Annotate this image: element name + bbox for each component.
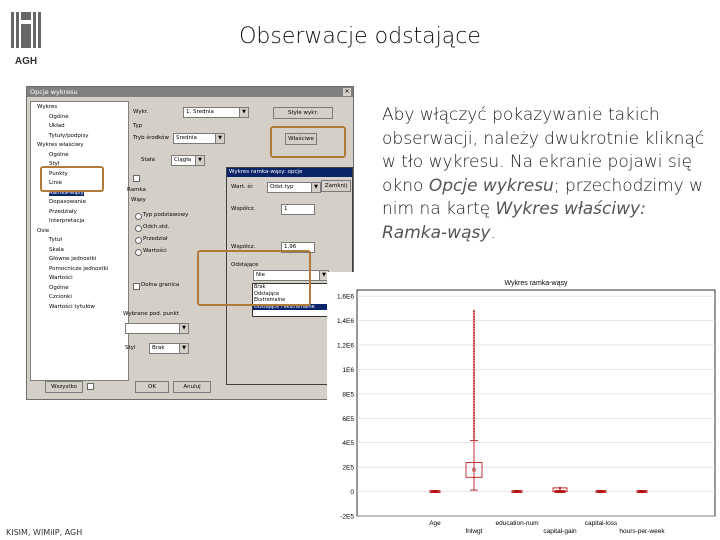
tree-item[interactable]: Interpretacja xyxy=(49,218,85,224)
tree-item[interactable]: Pomocnicze jednostki xyxy=(49,265,109,272)
plot-frame xyxy=(357,290,715,516)
tree-item[interactable]: Wykres xyxy=(37,104,58,110)
y-tick-label: 8E5 xyxy=(342,391,354,399)
options-tree xyxy=(30,101,129,381)
cancel-button[interactable]: Anuluj xyxy=(173,381,211,393)
close-icon[interactable]: ✕ xyxy=(344,88,350,95)
box-whisker-chart xyxy=(327,272,720,540)
y-tick-label: -2E5 xyxy=(340,513,354,521)
footer-text: KISIM, WIMiIP, AGH xyxy=(6,528,83,537)
subdialog-title: Wykres ramka-wąsy: opcje xyxy=(227,168,352,177)
x-tick-label: capital-loss xyxy=(584,520,618,527)
wasy-label: Wąsy xyxy=(131,197,146,203)
chart-title: Wykres ramka-wąsy xyxy=(504,280,568,287)
wspolczynnik2-input[interactable]: 1,96 xyxy=(281,242,315,253)
list-option[interactable]: Odstające i ekstremalne xyxy=(253,304,327,311)
description-text: Aby włączyć pokazywanie takich obserwacji, należy dwukrotnie kliknąć w tło wykresu. Na ekranie pojawi się okno Opcje wykresu; przechodzimy w nim na kartę Wykres właściwy: Ramka-wąsy. xyxy=(382,105,705,243)
checkbox-1[interactable] xyxy=(133,175,140,182)
tree-item[interactable]: Ogólne xyxy=(49,151,69,158)
highlight-button xyxy=(270,126,346,158)
tree-item[interactable]: Dopasowanie xyxy=(49,199,86,205)
x-tick-label: capital-gain xyxy=(543,528,577,535)
styl-label: Styl xyxy=(125,345,136,351)
slide-title: Obserwacje odstające xyxy=(239,24,481,49)
wartosci-label: Wart. śr. xyxy=(231,184,254,190)
list-option[interactable]: Brak xyxy=(254,284,266,290)
x-tick-label: hours-per-week xyxy=(619,528,665,535)
y-tick-label: 1E6 xyxy=(342,366,354,374)
radio-wartosci[interactable] xyxy=(135,249,142,256)
tree-item[interactable]: Wartości tytułów xyxy=(49,303,95,310)
list-option[interactable]: Ekstremalne xyxy=(254,297,286,303)
highlight-tree-item xyxy=(40,166,104,192)
tree-item[interactable]: Osie xyxy=(37,227,50,234)
radio-przedzial[interactable] xyxy=(135,237,142,244)
y-tick-label: 2E5 xyxy=(342,464,354,472)
wybrane-label: Wybrane pod. punkt xyxy=(123,311,179,317)
wasy-option-3: Przedział xyxy=(143,236,168,242)
tree-item[interactable]: Skala xyxy=(49,246,64,253)
wlasciwe-button[interactable]: Właściwe xyxy=(285,133,317,145)
odstajace-label: Odstające xyxy=(231,262,259,268)
logo-text: AGH xyxy=(14,56,38,67)
tree-item[interactable]: Linie xyxy=(49,180,62,186)
ok-button[interactable]: OK xyxy=(135,381,169,393)
tree-item[interactable]: Punkty xyxy=(49,170,68,177)
wasy-option-4: Wartości xyxy=(143,248,167,254)
y-tick-label: 1,6E6 xyxy=(337,293,354,301)
tryb-label: Tryb środków xyxy=(133,135,170,141)
wspolczynnik-label: Współcz. xyxy=(231,206,256,212)
tree-item[interactable]: Układ xyxy=(49,123,65,129)
wszystko-button[interactable]: Wszystko xyxy=(45,381,83,393)
x-tick-label: Age xyxy=(429,520,441,527)
y-tick-label: 0 xyxy=(350,489,354,497)
highlight-list xyxy=(197,250,311,306)
radio-odch[interactable] xyxy=(135,225,142,232)
tree-item[interactable]: Czcionki xyxy=(49,294,72,300)
style-button[interactable]: Style wykr. xyxy=(273,107,333,119)
checkbox-2[interactable] xyxy=(133,283,140,290)
wykres-label: Wykr. xyxy=(133,109,149,115)
wasy-option-1: Typ podstawowy xyxy=(143,212,189,218)
tree-item[interactable]: Tytuł xyxy=(49,237,62,243)
stala-label: Stała xyxy=(141,157,155,163)
tryb-select[interactable]: Srednia ▼ xyxy=(173,133,225,144)
x-tick-label: fnlwgt xyxy=(465,528,483,535)
tree-item[interactable]: Ogólne xyxy=(49,113,69,120)
typ-label: Typ xyxy=(133,123,143,129)
tree-item[interactable]: Styl xyxy=(49,161,60,167)
tree-item[interactable]: Wykres właściwy xyxy=(37,142,84,148)
dolna-granica-label: Dolna granica xyxy=(141,282,180,288)
tree-item[interactable]: Tytuły/podpisy xyxy=(49,132,89,139)
zamknij-button[interactable]: Zamknij xyxy=(321,180,351,192)
dialog-titlebar: Opcje wykresu xyxy=(27,87,353,97)
odstajace-select[interactable]: Nie ▼ xyxy=(253,270,329,281)
stala-select[interactable]: Ciągła ▼ xyxy=(171,155,205,166)
tree-item[interactable]: Ogólne xyxy=(49,284,69,291)
y-tick-label: 1,2E6 xyxy=(337,342,354,350)
wspolczynnik-input[interactable]: 1 xyxy=(281,204,315,215)
radio-typ[interactable] xyxy=(135,213,142,220)
tree-item[interactable]: Ramka-wąsy xyxy=(49,189,84,196)
tree-item[interactable]: Wartości xyxy=(49,275,73,281)
wasy-option-2: Odch.std. xyxy=(143,224,170,230)
wartosci-select[interactable]: Odst.typ ▼ xyxy=(267,182,321,193)
list-option[interactable]: Odstające xyxy=(254,290,280,297)
styl-select[interactable]: Brak ▼ xyxy=(149,343,189,354)
wykres-select[interactable]: 1. Srednia ▼ xyxy=(183,107,249,118)
y-tick-label: 4E5 xyxy=(342,440,354,448)
tree-item[interactable]: Główne jednostki xyxy=(49,256,97,262)
wybrane-select[interactable]: ▼ xyxy=(125,323,189,334)
y-tick-label: 6E5 xyxy=(342,415,354,423)
wspolczynnik2-label: Współcz. xyxy=(231,244,256,250)
chart-svg xyxy=(327,272,720,540)
tree-item[interactable]: Przedziały xyxy=(49,208,77,215)
ramka-label: Ramka xyxy=(127,187,146,193)
x-tick-label: education-num xyxy=(495,520,539,527)
y-tick-label: 1,4E6 xyxy=(337,318,354,326)
checkbox-3[interactable] xyxy=(87,383,94,390)
